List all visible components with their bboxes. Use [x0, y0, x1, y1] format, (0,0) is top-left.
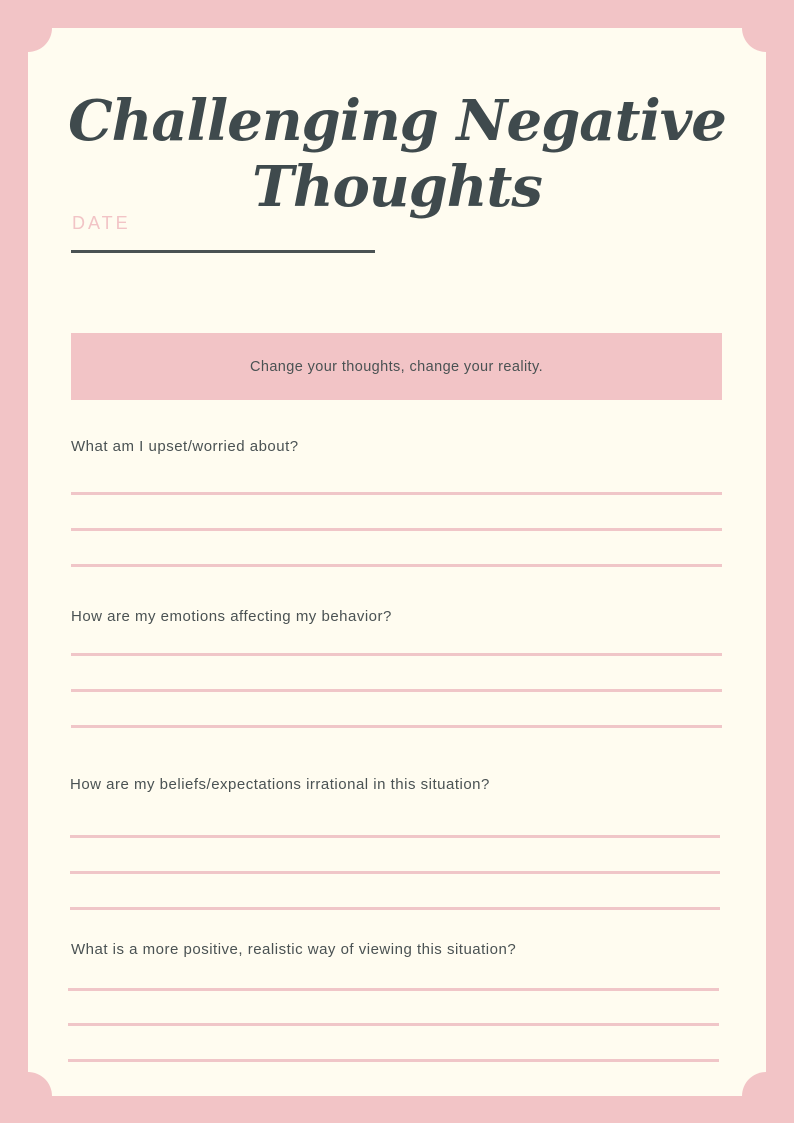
answer-line[interactable] [70, 907, 720, 910]
question-1: What am I upset/worried about? [71, 438, 299, 455]
answer-line[interactable] [71, 725, 722, 728]
answer-line[interactable] [71, 653, 722, 656]
page-title: Challenging Negative Thoughts [68, 88, 726, 220]
motto-text: Change your thoughts, change your reality. [249, 358, 543, 375]
answer-line[interactable] [71, 528, 722, 531]
corner-notch-bottom-left [4, 1072, 52, 1120]
question-2: How are my emotions affecting my behavior? [71, 608, 392, 625]
question-4: What is a more positive, realistic way of viewing this situation? [71, 941, 517, 958]
answer-line[interactable] [70, 835, 720, 838]
answer-line[interactable] [71, 689, 722, 692]
answer-line[interactable] [71, 492, 722, 495]
motto-banner [71, 333, 722, 400]
answer-line[interactable] [68, 988, 719, 991]
date-label: DATE [72, 213, 131, 233]
answer-line[interactable] [71, 564, 722, 567]
answer-line[interactable] [68, 1023, 719, 1026]
answer-line[interactable] [68, 1059, 719, 1062]
corner-notch-top-left [4, 4, 52, 52]
corner-notch-top-right [742, 4, 790, 52]
answer-line[interactable] [70, 871, 720, 874]
date-input-line[interactable] [71, 250, 375, 253]
corner-notch-bottom-right [742, 1072, 790, 1120]
question-3: How are my beliefs/expectations irrational in this situation? [70, 776, 490, 793]
